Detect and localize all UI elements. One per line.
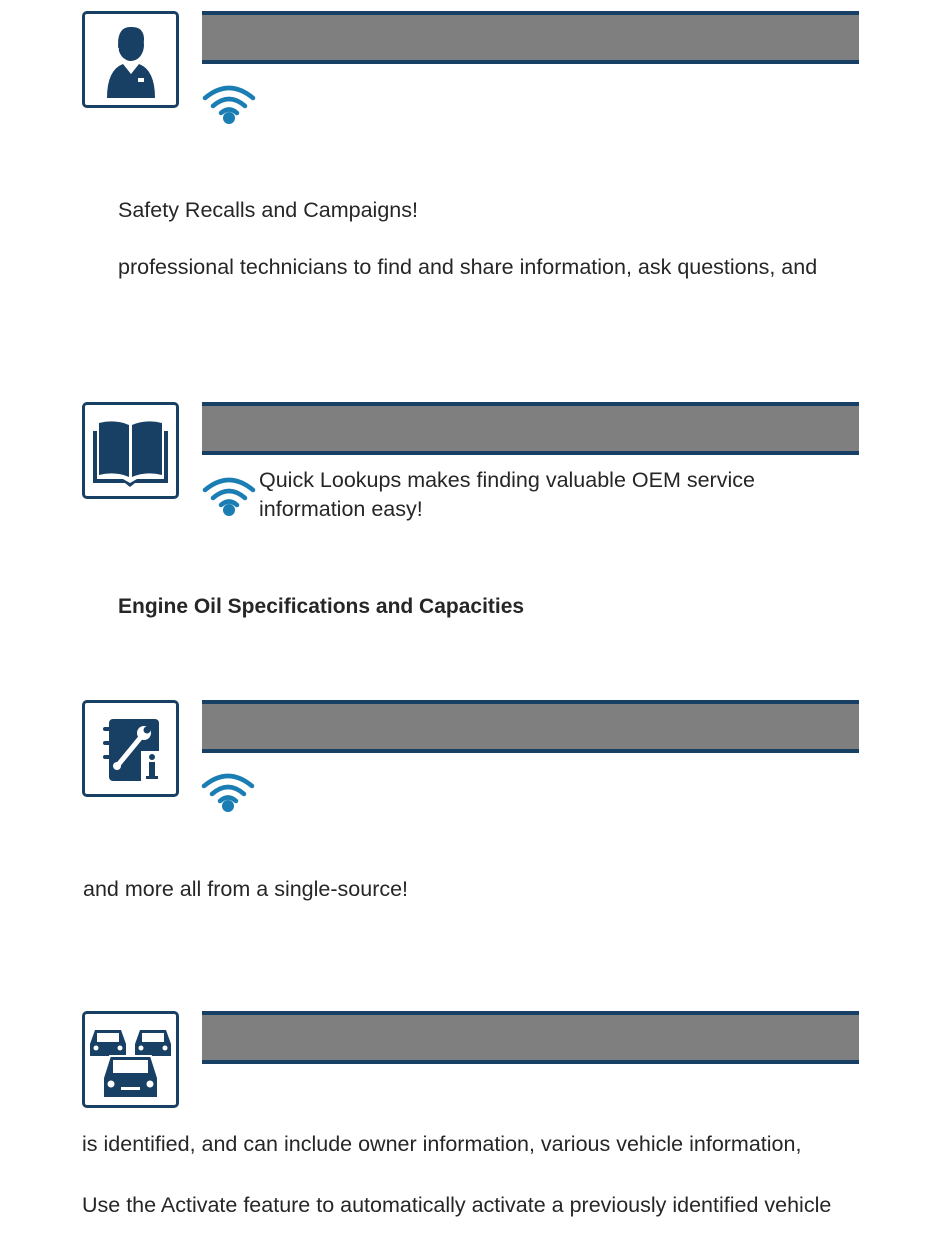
section-text-line: information easy!: [259, 497, 423, 521]
book-icon-box: [82, 402, 179, 499]
wifi-icon: [201, 768, 255, 816]
section-header-bar: [202, 700, 859, 753]
vehicles-icon-box: [82, 1011, 179, 1108]
section-bold-heading: Engine Oil Specifications and Capacities: [118, 595, 525, 618]
manual-icon-box: [82, 700, 179, 797]
section-text-line: Safety Recalls and Campaigns!: [118, 198, 418, 222]
section-text-line: and more all from a single-source!: [83, 877, 409, 901]
technician-icon-box: [82, 11, 179, 108]
vehicles-icon: [85, 1014, 176, 1105]
section-header-bar: [202, 1011, 859, 1064]
technician-person-icon: [85, 14, 176, 105]
section-header-bar: [202, 11, 859, 64]
section-text-line: is identified, and can include owner information, various vehicle information,: [82, 1132, 802, 1156]
wrench-info-manual-icon: [85, 703, 176, 794]
section-text-line: professional technicians to find and share information, ask questions, and: [118, 255, 818, 279]
wifi-icon: [202, 80, 256, 128]
open-book-icon: [85, 405, 176, 496]
wifi-icon: [202, 472, 256, 520]
section-text-line: Quick Lookups makes finding valuable OEM service: [259, 468, 755, 492]
section-header-bar: [202, 402, 859, 455]
section-text-line: Use the Activate feature to automatically activate a previously identified vehicle: [82, 1193, 832, 1217]
